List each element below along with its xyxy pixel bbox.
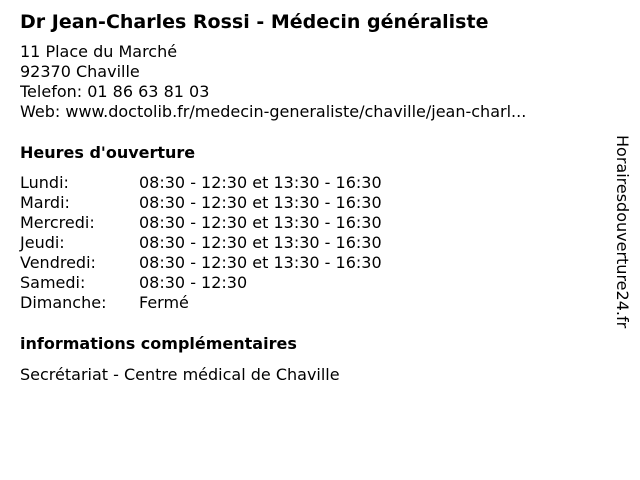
hours-row-thursday <box>20 233 600 253</box>
street-address: 11 Place du Marché <box>20 42 178 61</box>
time-range: 08:30 - 12:30 et 13:30 - 16:30 <box>139 193 382 212</box>
day-label: Lundi: <box>20 173 69 192</box>
hours-row-friday <box>20 253 600 273</box>
hours-row-saturday <box>20 273 600 293</box>
day-label: Jeudi: <box>20 233 65 252</box>
hours-row-sunday <box>20 293 600 313</box>
additional-info-text: Secrétariat - Centre médical de Chaville <box>20 365 340 384</box>
day-label: Vendredi: <box>20 253 96 272</box>
additional-info-heading: informations complémentaires <box>20 334 297 353</box>
city-address: 92370 Chaville <box>20 62 140 81</box>
time-range: 08:30 - 12:30 <box>139 273 248 292</box>
day-label: Dimanche: <box>20 293 107 312</box>
business-card <box>20 9 600 385</box>
time-range: 08:30 - 12:30 et 13:30 - 16:30 <box>139 233 382 252</box>
time-range: 08:30 - 12:30 et 13:30 - 16:30 <box>139 253 382 272</box>
day-label: Mardi: <box>20 193 70 212</box>
site-watermark: Horairesdouverture24.fr <box>613 135 632 329</box>
phone-number: Telefon: 01 86 63 81 03 <box>20 82 210 101</box>
time-range: Fermé <box>139 293 189 312</box>
day-label: Mercredi: <box>20 213 95 232</box>
time-range: 08:30 - 12:30 et 13:30 - 16:30 <box>139 213 382 232</box>
opening-hours-table <box>20 173 600 313</box>
page-title: Dr Jean-Charles Rossi - Médecin généraliste <box>20 11 489 33</box>
time-range: 08:30 - 12:30 et 13:30 - 16:30 <box>139 173 382 192</box>
day-label: Samedi: <box>20 273 86 292</box>
opening-hours-heading: Heures d'ouverture <box>20 143 196 162</box>
website-link[interactable]: Web: www.doctolib.fr/medecin-generaliste/chaville/jean-charl... <box>20 102 527 121</box>
hours-row-wednesday <box>20 213 600 233</box>
address-block <box>20 42 600 122</box>
hours-row-monday <box>20 173 600 193</box>
hours-row-tuesday <box>20 193 600 213</box>
